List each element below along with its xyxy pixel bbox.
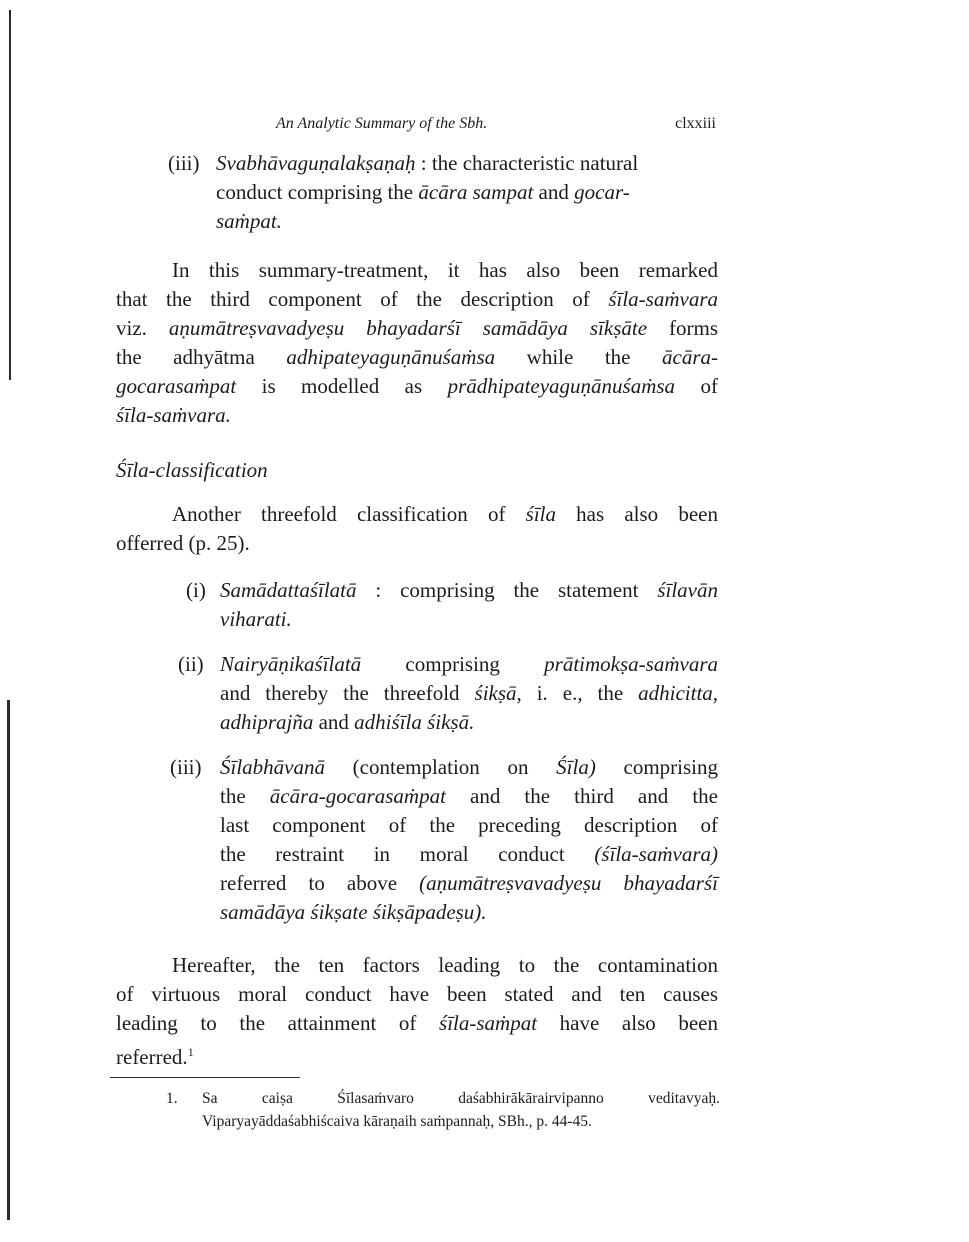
- paragraph-summary: [116, 256, 718, 430]
- footnote-marker: 1: [187, 1045, 194, 1059]
- section-heading: Śīla-classification: [116, 458, 268, 482]
- item-text: [220, 753, 718, 927]
- footnote-divider: [110, 1077, 300, 1078]
- line: Viparyayāddaśabhiścaiva kāraṇaih saṁpannaḥ, SBh., p. 44-45.: [202, 1113, 592, 1130]
- line: viharati.: [220, 607, 292, 631]
- item-number: (iii): [168, 151, 200, 175]
- line: saṁpat.: [216, 209, 282, 233]
- line: samādāya śikṣate śikṣāpadeṣu).: [220, 900, 487, 924]
- line: that the third component of the description of śīla-saṁvara: [116, 287, 718, 311]
- line: Sa caiṣa Śīlasaṁvaro daśabhirākārairvipanno veditavyaḥ.: [202, 1090, 720, 1107]
- line: adhiprajña and adhiśīla śikṣā.: [220, 710, 475, 734]
- paragraph-hereafter: [116, 951, 718, 1072]
- line: viz. aṇumātreṣvavadyeṣu bhayadarśī samādāya sīkṣāte forms: [116, 316, 719, 340]
- line: last component of the preceding description of: [220, 813, 718, 837]
- line: referred.$^1$: [116, 1045, 194, 1069]
- footnote-text: [202, 1087, 720, 1133]
- line: of virtuous moral conduct have been stated and ten causes: [116, 982, 718, 1006]
- line: Hereafter, the ten factors leading to the contamination: [172, 953, 718, 977]
- page-header: [276, 115, 716, 139]
- item-number: (ii): [178, 652, 204, 676]
- line: śīla-saṁvara.: [116, 403, 231, 427]
- item-text: [220, 650, 718, 737]
- line: Svabhāvaguṇalakṣaṇaḥ : the characteristic natural: [216, 151, 639, 175]
- item-number: (i): [186, 578, 206, 602]
- line: the restraint in moral conduct (śīla-saṁvara): [220, 842, 718, 866]
- line: Samādattaśīlatā : comprising the statement śīlavān: [220, 578, 719, 602]
- paragraph-classification: [116, 500, 718, 558]
- line: In this summary-treatment, it has also been remarked: [172, 258, 718, 282]
- item-number: (iii): [170, 755, 202, 779]
- line: conduct comprising the ācāra sampat and gocar-: [216, 180, 630, 204]
- line: the ācāra-gocarasaṁpat and the third and the: [220, 784, 718, 808]
- page-number: clxxiii: [675, 115, 716, 132]
- item-text: [220, 576, 718, 634]
- line: gocarasaṁpat is modelled as prādhipateyaguṇānuśaṁsa of: [116, 374, 718, 398]
- line: referred to above (aṇumātreṣvavadyeṣu bhayadarśī: [220, 871, 718, 895]
- footnote-number: 1.: [166, 1090, 178, 1107]
- line: Śīlabhāvanā (contemplation on Śīla) comprising: [220, 755, 718, 779]
- line: Another threefold classification of śīla has also been: [172, 502, 719, 526]
- line: Nairyāṇikaśīlatā comprising prātimokṣa-saṁvara: [220, 652, 718, 676]
- item-text: [216, 149, 720, 236]
- line: and thereby the threefold śikṣā, i. e., the adhicitta,: [220, 681, 719, 705]
- line: leading to the attainment of śīla-saṁpat have also been: [116, 1011, 718, 1035]
- line: offerred (p. 25).: [116, 531, 250, 555]
- running-title: An Analytic Summary of the Sbh.: [276, 115, 488, 132]
- line: the adhyātma adhipateyaguṇānuśaṁsa while the ācāra-: [116, 345, 719, 369]
